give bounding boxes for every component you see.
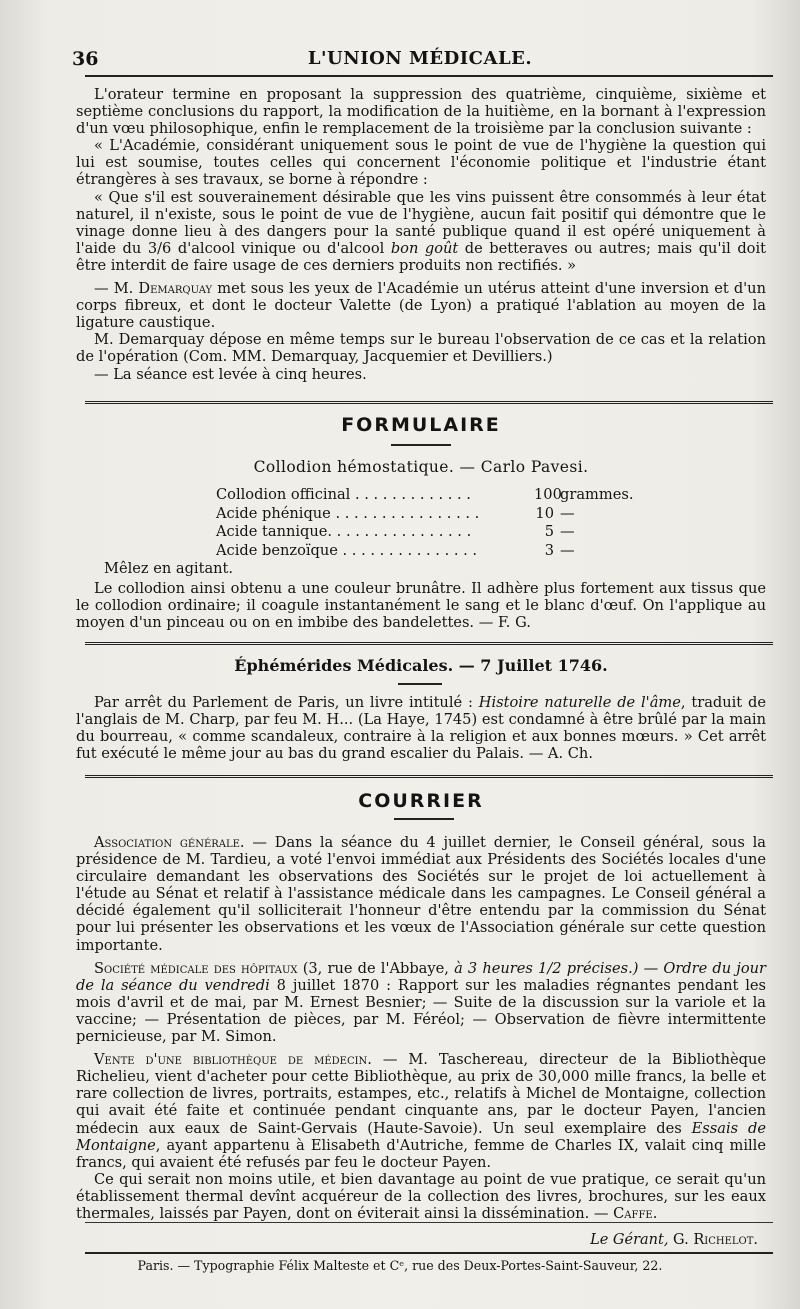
recipe-text: Le collodion ainsi obtenu a une couleur brunâtre. Il adhère plus fortement aux tissus que le collodion ordinaire; il coagule instantanément le sang et le blanc d'œuf. On l'applique au moyen d'un pinceau ou on en imbibe des bandelettes. — F. G. <box>76 580 766 632</box>
news-item: Association générale. — Dans la séance du 4 juillet dernier, le Conseil général, sous la présidence de M. Tardieu, a voté l'envoi immédiat aux Présidents des Sociétés locales d'une circulaire demandant les observations des Sociétés sur le projet de loi actuellement à l'étude au Sénat et relatif à l'assistance médicale dans les campagnes. Le Conseil général a décidé également qu'il solliciterait l'honneur d'être entendu par la commission du Sénat pour lui présenter les observations et les vœux de l'Association générale sur cette question importante. <box>76 834 766 954</box>
ingredient-list <box>216 486 636 560</box>
ingredient-row <box>216 505 636 524</box>
news-item: Vente d'une bibliothèque de médecin. — M. Taschereau, directeur de la Bibliothèque Richelieu, vient d'acheter pour cette Bibliothèque, au prix de 30,000 mille francs, la belle et rare collection de livres, portraits, estampes, etc., relatifs à Michel de Montaigne, collection qui avait été faite et continuée pendant cinquante ans, par le docteur Payen, l'ancien médecin aux eaux de Saint-Gervais (Haute-Savoie). Un seul exemplaire des Essais de Montaigne, ayant appartenu à Elisabeth d'Autriche, femme de Charles IX, valait cinq mille francs, qui avaient été refusés par feu le docteur Payen. <box>76 1051 766 1171</box>
ingredient-name: Acide benzoïque . . . . . . . . . . . . . . . <box>216 541 478 559</box>
ingredient-name: Acide tannique. . . . . . . . . . . . . . . . <box>216 523 472 540</box>
ingredient-unit: — <box>560 523 575 540</box>
ingredient-unit: grammes. <box>560 486 634 503</box>
session-report <box>76 86 766 383</box>
ingredient-quantity: 5 <box>544 523 554 540</box>
ingredient-row <box>216 523 636 542</box>
ingredient-quantity: 10 <box>535 504 554 522</box>
session-paragraph: M. Demarquay dépose en même temps sur le bureau l'observation de ce cas et la relation de l'opération (Com. MM. Demarquay, Jacquemier et Devilliers.) <box>76 331 766 366</box>
recipe-title: Collodion hémostatique. — Carlo Pavesi. <box>253 458 589 476</box>
ingredient-name: Acide phénique . . . . . . . . . . . . . . . . <box>216 504 480 522</box>
running-title: L'UNION MÉDICALE. <box>307 48 533 69</box>
news-item: Ce qui serait non moins utile, et bien davantage au point de vue pratique, ce serait qu'un établissement thermal devînt acquéreur de la collection des livres, brochures, sur les eaux thermales, laissés par Payen, dont on éviterait ainsi la dissémination. — Caffe. <box>76 1170 766 1222</box>
section-rule <box>85 775 773 778</box>
session-paragraph: « Que s'il est souverainement désirable que les vins puissent être consommés à leur état naturel, il n'existe, sous le point de vue de l'hygiène, aucun fait positif qui démontre que le vinage donne lieu à des dangers pour la santé publique quand il est opéré uniquement à l'aide du 3/6 d'alcool vinique ou d'alcool bon goût de betteraves ou autres; mais qu'il doit être interdit de faire usage de ces derniers produits non rectifiés. » <box>76 188 766 274</box>
ingredient-unit: — <box>560 504 575 522</box>
ingredient-unit: — <box>560 541 575 559</box>
recipe-instruction: Mêlez en agitant. <box>104 560 234 577</box>
title-dash <box>394 818 454 820</box>
title-dash <box>398 683 442 685</box>
section-title: COURRIER <box>358 790 484 812</box>
news-item: Société médicale des hôpitaux (3, rue de l'Abbaye, à 3 heures 1/2 précises.) — Ordre du jour de la séance du vendredi 8 juillet 1870 : Rapport sur les maladies régnantes pendant les mois d'avril et de mai, par M. Ernest Besnier; — Suite de la discussion sur la variole et la vaccine; — Présentation de pièces, par M. Féréol; — Observation de fièvre intermittente pernicieuse, par M. Simon. <box>76 959 766 1046</box>
footer-rule <box>85 1222 773 1223</box>
title-dash <box>391 444 451 446</box>
printer-imprint: Paris. — Typographie Félix Malteste et Cᵉ, rue des Deux-Portes-Saint-Sauveur, 22. <box>137 1258 663 1273</box>
session-paragraph: — La séance est levée à cinq heures. <box>94 365 367 383</box>
section-rule <box>85 401 773 404</box>
ephemerides-text: Par arrêt du Parlement de Paris, un livre intitulé : Histoire naturelle de l'âme, traduit de l'anglais de M. Charp, par feu M. H... (La Haye, 1745) est condamné à être brûlé par la main du bourreau, « comme scandaleux, contraire à la religion et aux bonnes mœurs. » Cet arrêt fut exécuté le même jour au bas du grand escalier du Palais. — A. Ch. <box>76 694 766 763</box>
courrier-news <box>76 834 766 1222</box>
section-rule <box>85 642 773 645</box>
header-rule <box>85 75 773 77</box>
session-paragraph: L'orateur termine en proposant la suppression des quatrième, cinquième, sixième et septième conclusions du rapport, la modification de la huitième, en la bornant à l'expression d'un vœu philosophique, enfin le remplacement de la troisième par la conclusion suivante : <box>76 86 766 138</box>
page-number: 36 <box>72 48 99 70</box>
ingredient-quantity: 100 <box>534 486 562 503</box>
session-paragraph: — M. Demarquay met sous les yeux de l'Académie un utérus atteint d'une inversion et d'un corps fibreux, et dont le docteur Valette (de Lyon) a pratiqué l'ablation au moyen de la ligature caustique. <box>76 280 766 332</box>
session-paragraph: « L'Académie, considérant uniquement sous le point de vue de l'hygiène la question qui lui est soumise, toutes celles qui concernent l'économie politique et l'industrie étant étrangères à ses travaux, se borne à répondre : <box>76 137 766 189</box>
section-title: FORMULAIRE <box>341 414 501 436</box>
ingredient-quantity: 3 <box>544 541 554 559</box>
page-header <box>70 44 770 74</box>
ingredient-row <box>216 542 636 561</box>
manager-signature: Le Gérant, G. Richelot. <box>590 1232 758 1248</box>
ingredient-row <box>216 486 636 505</box>
imprint-rule <box>85 1252 773 1254</box>
ephemerides-title: Éphémérides Médicales. — 7 Juillet 1746. <box>234 656 608 675</box>
ingredient-name: Collodion officinal . . . . . . . . . . . . . <box>216 486 471 503</box>
